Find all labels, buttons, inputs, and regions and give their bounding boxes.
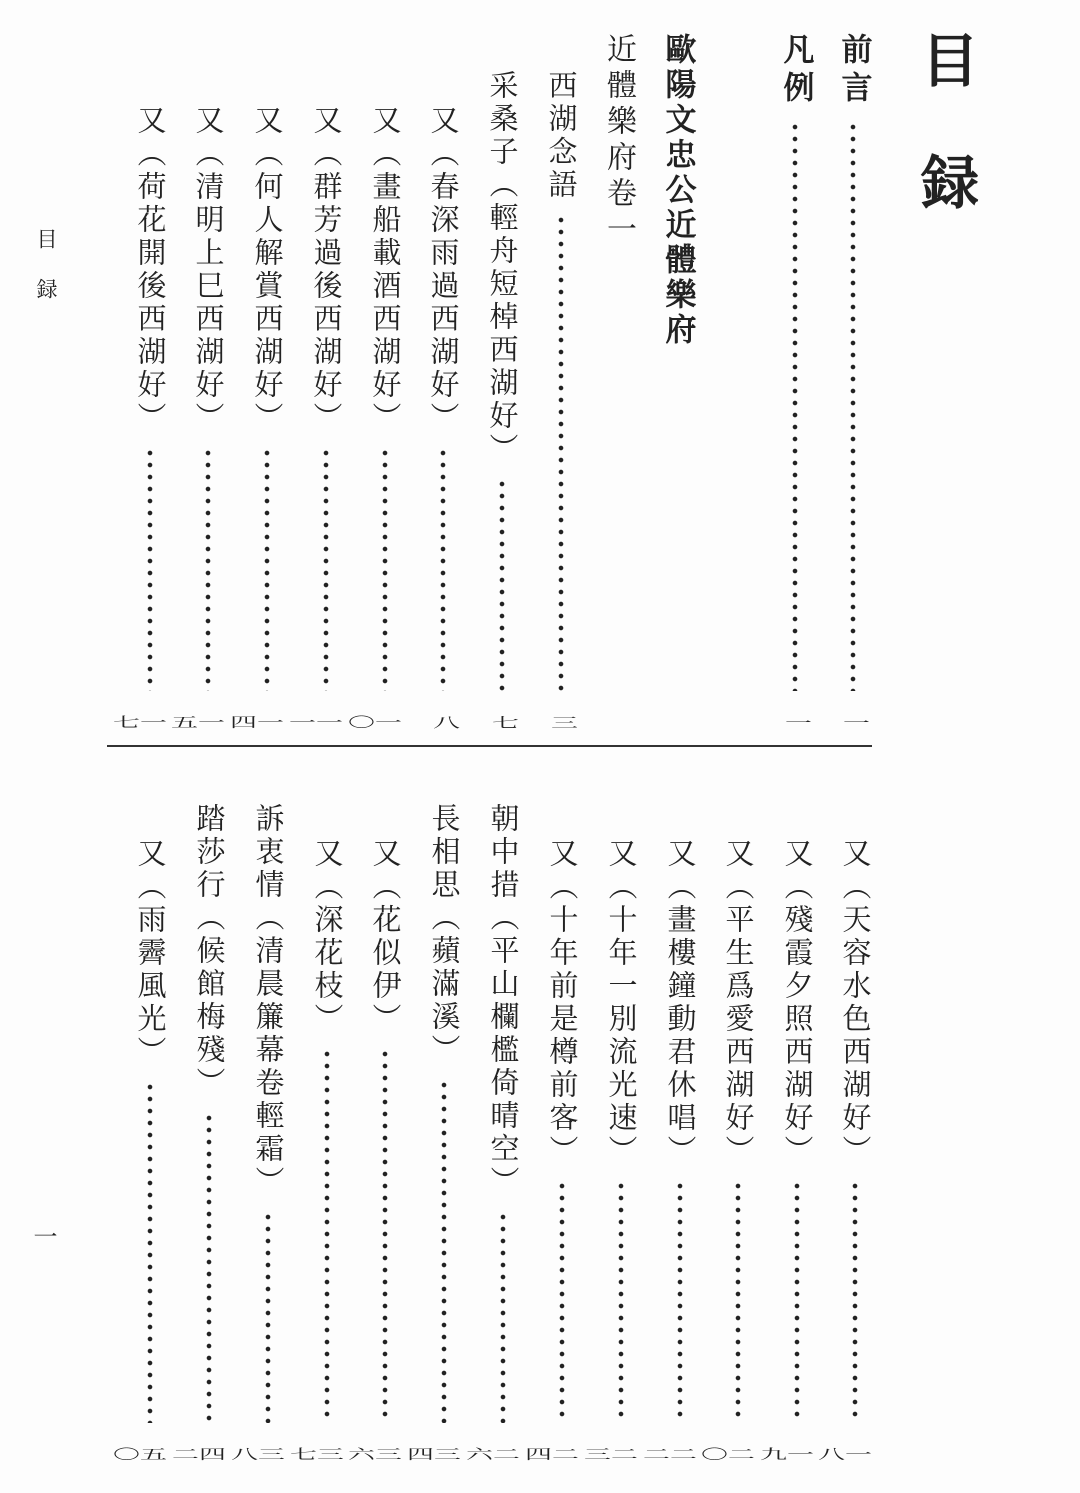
toc-entry — [484, 70, 520, 729]
dot-leader — [852, 1180, 858, 1423]
entry-title: 又（平生爲愛西湖好） — [721, 838, 756, 1168]
toc-entry — [225, 105, 285, 729]
dot-leader — [794, 1180, 800, 1423]
dot-leader — [558, 214, 564, 691]
page-box — [226, 1433, 284, 1461]
dot-leader — [324, 1048, 330, 1423]
page-number: 二三 — [579, 1447, 637, 1461]
entry-title: 又（花似伊） — [368, 838, 403, 1036]
page-number: 二四 — [520, 1447, 578, 1461]
toc-entry — [343, 838, 403, 1461]
entry-title: 又（殘霞夕照西湖好） — [780, 838, 815, 1168]
page-box — [284, 701, 342, 729]
page-box — [461, 1433, 519, 1461]
page-number: 一 — [838, 715, 869, 729]
page-number: 七 — [487, 715, 518, 729]
page-number: 一〇 — [343, 715, 401, 729]
page-box — [166, 701, 224, 729]
toc-entry — [343, 105, 403, 729]
entry-title: 前言 — [835, 33, 872, 109]
entry-title: 又（十年一別流光速） — [604, 838, 639, 1168]
entry-title: 又（清明上巳西湖好） — [191, 105, 226, 435]
entry-title: 凡例 — [777, 33, 814, 109]
entry-title: 朝中措（平山欄檻倚晴空） — [486, 803, 521, 1199]
page-box — [225, 701, 283, 729]
entry-title: 又（何人解賞西湖好） — [250, 105, 285, 435]
dot-leader — [850, 121, 856, 691]
page-number: 一一 — [284, 715, 342, 729]
page-number: 三六 — [343, 1447, 401, 1461]
page-box — [487, 701, 517, 729]
dot-leader — [440, 447, 446, 691]
page-number: 三四 — [402, 1447, 460, 1461]
toc-entry — [284, 105, 344, 729]
page-box — [546, 701, 576, 729]
page-box — [108, 701, 166, 729]
toc-entry — [108, 105, 168, 729]
dot-leader — [441, 1079, 447, 1423]
page-box — [520, 1433, 578, 1461]
toc-entry — [696, 838, 756, 1461]
folio-page-number: 一 — [29, 1224, 57, 1248]
page-number: 八 — [428, 715, 459, 729]
page-box — [343, 701, 401, 729]
toc-entry — [425, 105, 461, 729]
dot-leader — [382, 447, 388, 691]
dot-leader — [205, 447, 211, 691]
entry-title: 踏莎行（候館梅殘） — [192, 803, 227, 1100]
dot-leader — [500, 1211, 506, 1423]
page-number: 五〇 — [108, 1447, 166, 1461]
page-number: 三 — [546, 715, 577, 729]
page-number: 一九 — [755, 1447, 813, 1461]
dot-leader — [677, 1180, 683, 1423]
page-number: 三七 — [285, 1447, 343, 1461]
dot-leader — [206, 1112, 212, 1423]
page-box — [402, 1433, 460, 1461]
toc-entry — [461, 803, 521, 1461]
page-number: 一五 — [166, 715, 224, 729]
toc-entry — [285, 838, 345, 1461]
entry-title: 又（十年前是樽前客） — [545, 838, 580, 1168]
toc-entry — [813, 838, 873, 1461]
dot-leader — [499, 478, 505, 691]
entry-title: 又（天容水色西湖好） — [838, 838, 873, 1168]
dot-leader — [265, 1211, 271, 1423]
page-box — [813, 1433, 871, 1461]
toc-entry-conventions — [777, 33, 813, 729]
dot-leader — [323, 447, 329, 691]
page-number: 一七 — [108, 715, 166, 729]
section-heading-volume-one — [600, 33, 636, 249]
entry-title: 西湖念語 — [544, 70, 579, 202]
entry-title: 又（畫樓鐘動君休唱） — [663, 838, 698, 1168]
dot-leader — [382, 1048, 388, 1423]
dot-leader — [735, 1180, 741, 1423]
toc-entry — [226, 803, 286, 1461]
page-box — [579, 1433, 637, 1461]
page-number: 二六 — [461, 1447, 519, 1461]
entry-title: 訴衷情（清晨簾幕卷輕霜） — [251, 803, 286, 1199]
entry-title: 又（畫船載酒西湖好） — [368, 105, 403, 435]
toc-entry — [543, 70, 579, 729]
toc-entry-preface — [835, 33, 871, 729]
page-title: 目録 — [911, 30, 979, 274]
page-number: 二〇 — [696, 1447, 754, 1461]
page-number: 一八 — [813, 1447, 871, 1461]
entry-title: 采桑子（輕舟短棹西湖好） — [485, 70, 520, 466]
dot-leader — [618, 1180, 624, 1423]
page-number: 四二 — [167, 1447, 225, 1461]
toc-entry — [579, 838, 639, 1461]
toc-entry — [166, 105, 226, 729]
page-box — [343, 1433, 401, 1461]
entry-title: 又（春深雨過西湖好） — [426, 105, 461, 435]
entry-title: 又（荷花開後西湖好） — [133, 105, 168, 435]
toc-entry — [167, 803, 227, 1461]
dot-leader — [264, 447, 270, 691]
page-box — [755, 1433, 813, 1461]
section-title: 歐陽文忠公近體樂府 — [659, 33, 696, 348]
entry-title: 又（群芳過後西湖好） — [309, 105, 344, 435]
page-number: 一 — [780, 715, 811, 729]
page-box — [428, 701, 458, 729]
toc-entry — [402, 803, 462, 1461]
running-head: 目録 — [34, 228, 58, 328]
page-number: 三八 — [226, 1447, 284, 1461]
dot-leader — [792, 121, 798, 691]
page-box — [285, 1433, 343, 1461]
entry-title: 又（深花枝） — [310, 838, 345, 1036]
dot-leader — [559, 1180, 565, 1423]
entry-title: 又（雨霽風光） — [133, 838, 168, 1069]
section-title: 近體樂府卷一 — [601, 33, 636, 249]
page-box — [838, 701, 868, 729]
toc-entry — [520, 838, 580, 1461]
page-box — [108, 1433, 166, 1461]
toc-entry — [755, 838, 815, 1461]
page-number: 一四 — [225, 715, 283, 729]
section-heading-work-title — [659, 33, 695, 348]
dot-leader — [147, 1081, 153, 1423]
page-box — [638, 1433, 696, 1461]
page-number: 二二 — [638, 1447, 696, 1461]
toc-entry — [108, 838, 168, 1461]
page-box — [780, 701, 810, 729]
page-box — [696, 1433, 754, 1461]
entry-title: 長相思（蘋滿溪） — [427, 803, 462, 1067]
toc-entry — [638, 838, 698, 1461]
dot-leader — [147, 447, 153, 691]
section-divider — [107, 745, 872, 747]
page-box — [167, 1433, 225, 1461]
